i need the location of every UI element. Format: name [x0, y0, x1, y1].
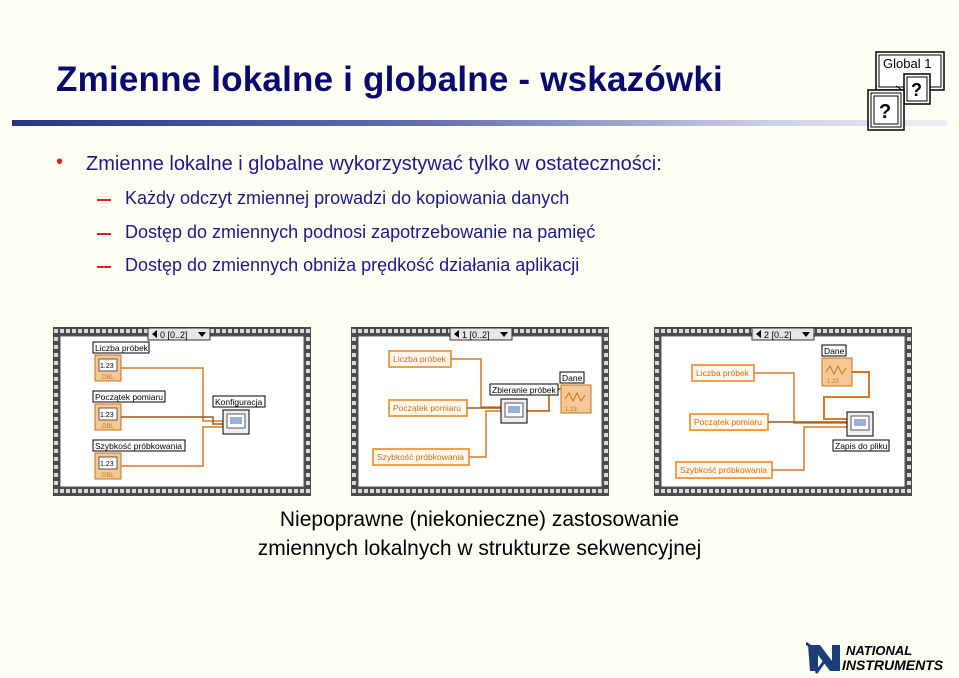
logo-text-instruments: INSTRUMENTS [842, 657, 944, 673]
numeric-type: DBL [102, 473, 114, 479]
sub-bullet-dash [97, 199, 111, 201]
indicator-digit: 1.23 [827, 379, 839, 385]
sub-bullet-dash [97, 233, 111, 235]
frame-selector-label: 0 [0..2] [160, 330, 188, 340]
indicator-label: Dane [562, 373, 583, 383]
subvi-label: Zapis do pliku [835, 441, 888, 451]
global-variable-icon [866, 50, 946, 132]
global-icon-glyph: ? [911, 80, 922, 100]
frame-selector[interactable] [148, 328, 210, 340]
local-szybkosc-probkowania[interactable] [676, 462, 772, 478]
frame-selector-label: 2 [0..2] [764, 330, 792, 340]
title-underline [12, 120, 947, 126]
control-label: Liczba próbek [95, 343, 148, 353]
subvi-label: Konfiguracja [215, 397, 263, 407]
local-poczatek-pomiaru[interactable] [389, 400, 467, 416]
sub-bullet-text: Każdy odczyt zmiennej prowadzi do kopiowania danych [125, 188, 570, 208]
local-label: Liczba próbek [393, 354, 446, 364]
bullet-dot: • [56, 151, 64, 173]
logo-text-national: NATIONAL [846, 643, 913, 658]
local-szybkosc-probkowania[interactable] [373, 449, 469, 465]
national-instruments-logo [806, 641, 956, 675]
frame-selector[interactable] [450, 328, 512, 340]
sequence-frame-2 [654, 327, 912, 496]
control-label: Początek pomiaru [95, 392, 164, 402]
control-label: Szybkość próbkowania [95, 441, 182, 451]
local-label: Początek pomiaru [694, 417, 763, 427]
local-liczba-probek[interactable] [692, 365, 754, 381]
numeric-digit: 1.23 [100, 461, 114, 468]
numeric-type: DBL [102, 375, 114, 381]
local-label: Szybkość próbkowania [680, 465, 767, 475]
global-icon-label: Global 1 [883, 56, 932, 71]
sequence-frame-0 [53, 327, 311, 496]
local-label: Liczba próbek [696, 368, 749, 378]
sequence-frame-1 [351, 327, 609, 496]
caption-line-2: zmiennych lokalnych w strukturze sekwencyjnej [257, 537, 702, 560]
numeric-digit: 1.23 [100, 412, 114, 419]
sub-bullet-text: Dostęp do zmiennych obniża prędkość działania aplikacji [125, 255, 580, 275]
indicator-label: Dane [824, 346, 845, 356]
slide-title: Zmienne lokalne i globalne - wskazówki [56, 60, 723, 99]
local-label: Początek pomiaru [393, 403, 462, 413]
global-icon-glyph-2: ? [879, 101, 892, 123]
local-label: Szybkość próbkowania [377, 452, 464, 462]
sub-bullet-dash [97, 266, 111, 268]
caption-line-1: Niepoprawne (niekonieczne) zastosowanie [279, 508, 680, 531]
frame-selector-label: 1 [0..2] [462, 330, 490, 340]
local-poczatek-pomiaru[interactable] [690, 414, 768, 430]
local-liczba-probek[interactable] [389, 351, 451, 367]
subvi-label: Zbieranie próbek [492, 385, 556, 395]
sub-bullet-text: Dostęp do zmiennych podnosi zapotrzebowanie na pamięć [125, 222, 596, 242]
numeric-digit: 1.23 [100, 363, 114, 370]
numeric-type: DBL [102, 424, 114, 430]
frame-selector[interactable] [752, 328, 814, 340]
bullet-main-text: Zmienne lokalne i globalne wykorzystywać tylko w ostateczności: [86, 153, 662, 175]
indicator-digit: 1.23 [565, 407, 577, 413]
